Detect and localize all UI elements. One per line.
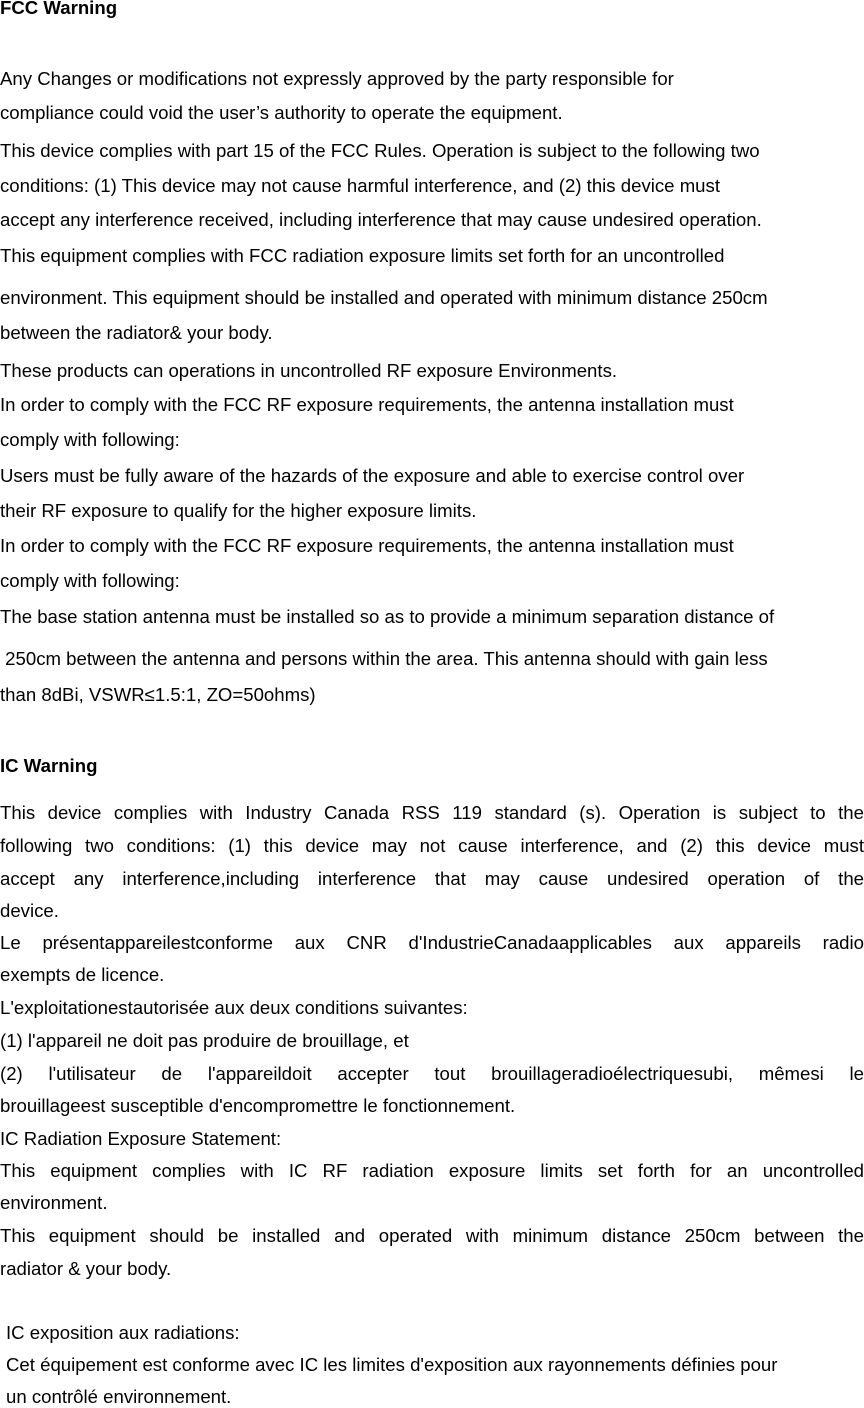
ic-radiation-statement-heading: IC Radiation Exposure Statement: bbox=[0, 1128, 282, 1149]
fcc-line-17: 250cm between the antenna and persons within the area. This antenna should with gain less bbox=[0, 648, 768, 669]
fcc-line-3: This device complies with part 15 of the FCC Rules. Operation is subject to the following two bbox=[0, 140, 760, 161]
fcc-line-1: Any Changes or modifications not expressly approved by the party responsible for bbox=[0, 68, 674, 89]
ic-exposition-line-1: Cet équipement est conforme avec IC les limites d'exposition aux rayonnements définies pour bbox=[6, 1354, 778, 1375]
ic-line-6: exempts de licence. bbox=[0, 964, 165, 985]
fcc-line-5: accept any interference received, including interference that may cause undesired operation. bbox=[0, 209, 762, 230]
ic-line-8: (1) l'appareil ne doit pas produire de brouillage, et bbox=[0, 1030, 409, 1051]
fcc-line-7: environment. This equipment should be installed and operated with minimum distance 250cm bbox=[0, 287, 768, 308]
fcc-line-4: conditions: (1) This device may not cause harmful interference, and (2) this device must bbox=[0, 175, 720, 196]
ic-line-14: This equipment should be installed and operated with minimum distance 250cm between the bbox=[0, 1225, 864, 1246]
ic-line-4: device. bbox=[0, 900, 59, 921]
fcc-line-16: The base station antenna must be installed so as to provide a minimum separation distance of bbox=[0, 606, 775, 627]
ic-line-1: This device complies with Industry Canada RSS 119 standard (s). Operation is subject to the bbox=[0, 802, 864, 823]
ic-line-3: accept any interference,including interference that may cause undesired operation of the bbox=[0, 868, 864, 889]
ic-line-13: environment. bbox=[0, 1192, 108, 1213]
ic-line-9: (2) l'utilisateur de l'appareildoit accepter tout brouillageradioélectriquesubi, mêmesi le bbox=[0, 1063, 864, 1084]
ic-line-12: This equipment complies with IC RF radiation exposure limits set forth for an uncontrolled bbox=[0, 1160, 864, 1181]
fcc-line-8: between the radiator& your body. bbox=[0, 322, 273, 343]
ic-warning-heading: IC Warning bbox=[0, 755, 98, 776]
fcc-line-18: than 8dBi, VSWR≤1.5:1, ZO=50ohms) bbox=[0, 684, 316, 705]
ic-line-10: brouillageest susceptible d'encompromettre le fonctionnement. bbox=[0, 1095, 516, 1116]
fcc-line-13: their RF exposure to qualify for the higher exposure limits. bbox=[0, 500, 477, 521]
fcc-line-14: In order to comply with the FCC RF exposure requirements, the antenna installation must bbox=[0, 535, 734, 556]
ic-line-15: radiator & your body. bbox=[0, 1258, 172, 1279]
fcc-line-6: This equipment complies with FCC radiation exposure limits set forth for an uncontrolled bbox=[0, 245, 725, 266]
fcc-line-12: Users must be fully aware of the hazards of the exposure and able to exercise control over bbox=[0, 465, 745, 486]
ic-line-2: following two conditions: (1) this device may not cause interference, and (2) this device must bbox=[0, 835, 864, 856]
ic-exposition-heading: IC exposition aux radiations: bbox=[6, 1322, 240, 1343]
fcc-line-10: In order to comply with the FCC RF exposure requirements, the antenna installation must bbox=[0, 394, 734, 415]
fcc-line-2: compliance could void the user’s authority to operate the equipment. bbox=[0, 102, 563, 123]
fcc-line-15: comply with following: bbox=[0, 570, 180, 591]
ic-line-7: L'exploitationestautorisée aux deux conditions suivantes: bbox=[0, 997, 468, 1018]
fcc-line-9: These products can operations in uncontrolled RF exposure Environments. bbox=[0, 360, 618, 381]
fcc-line-11: comply with following: bbox=[0, 429, 180, 450]
ic-line-5: Le présentappareilestconforme aux CNR d'IndustrieCanadaapplicables aux appareils radio bbox=[0, 932, 864, 953]
ic-exposition-line-2: un contrôlé environnement. bbox=[6, 1386, 232, 1407]
fcc-warning-heading: FCC Warning bbox=[0, 0, 118, 18]
